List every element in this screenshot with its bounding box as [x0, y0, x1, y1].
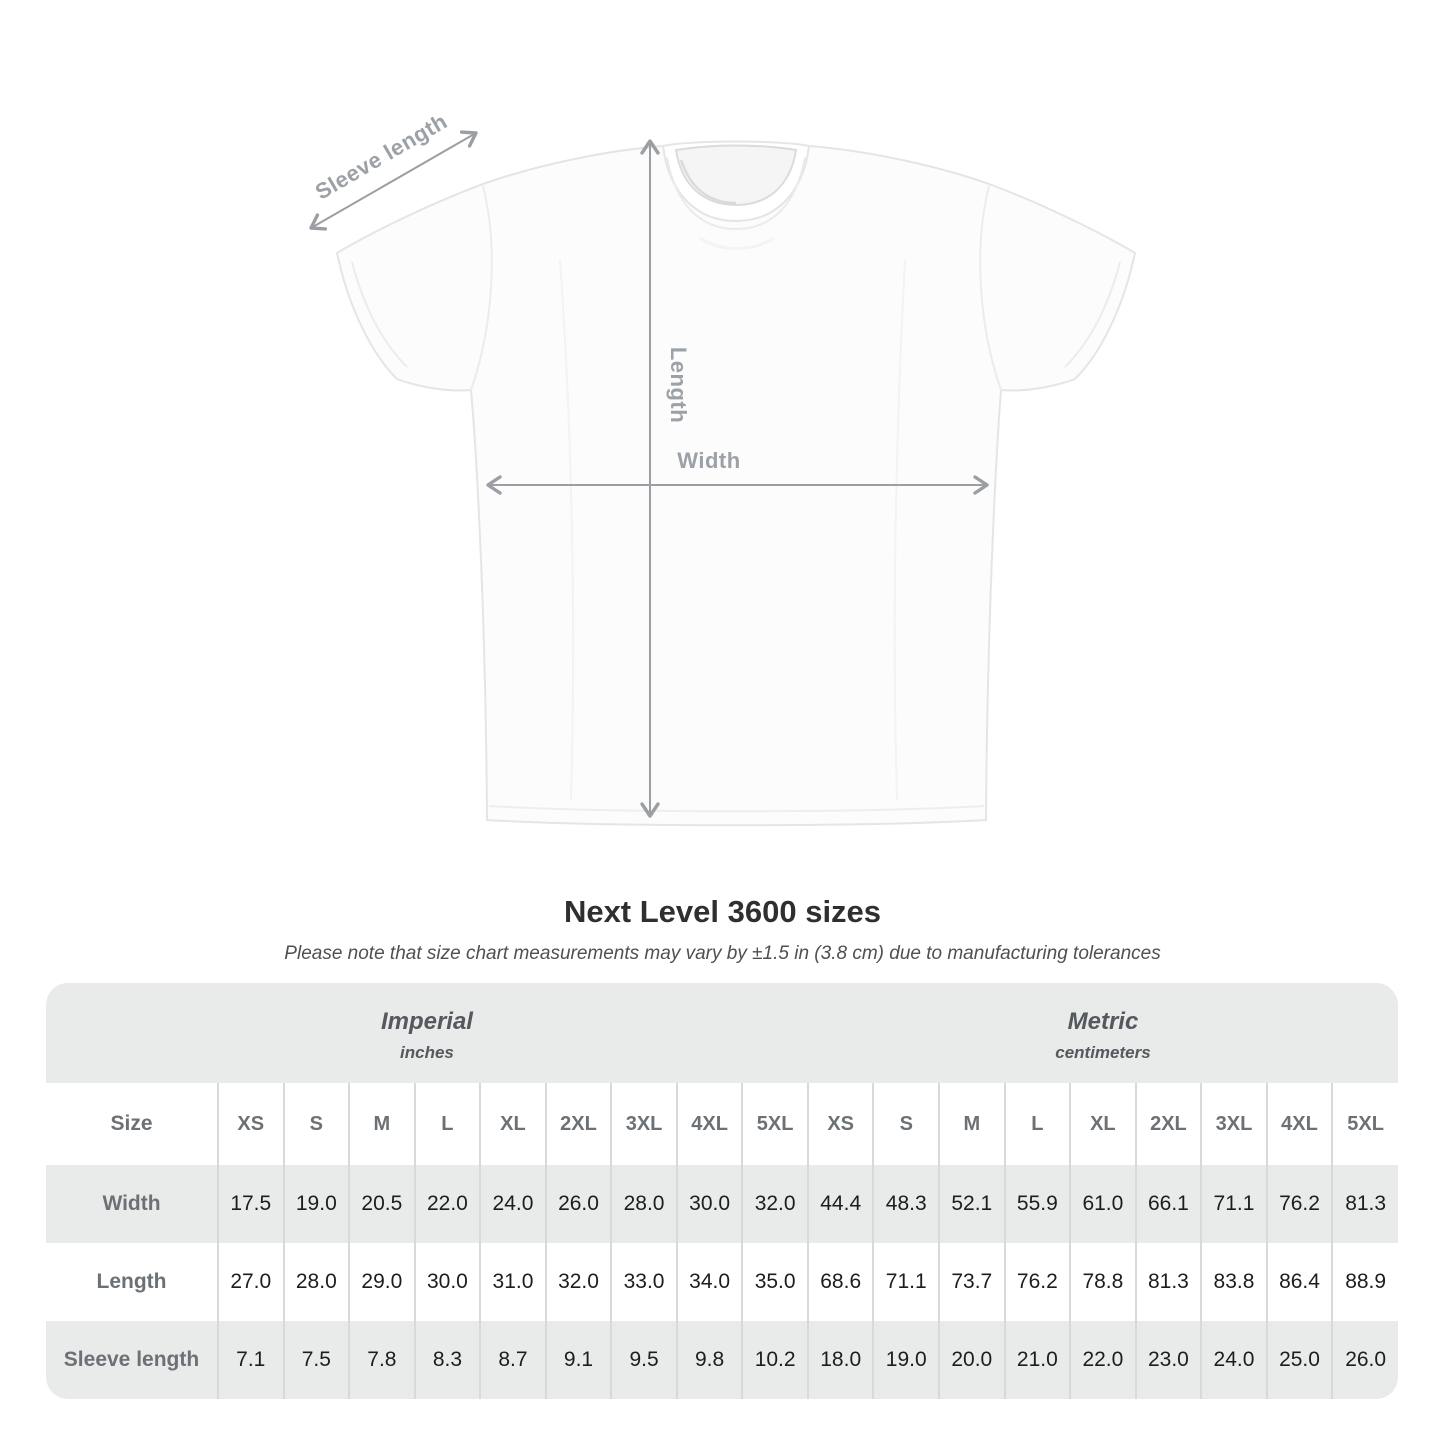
value-cell: 71.1	[1201, 1165, 1267, 1243]
unit-group-unit: inches	[400, 1042, 454, 1062]
value-cell: 26.0	[546, 1165, 612, 1243]
value-cell: 48.3	[873, 1165, 939, 1243]
value-cell: 24.0	[480, 1165, 546, 1243]
value-cell: 33.0	[611, 1243, 677, 1321]
size-column-header: 2XL	[1136, 1083, 1202, 1165]
size-column-header: XS	[218, 1083, 284, 1165]
value-cell: 86.4	[1267, 1243, 1333, 1321]
size-column-header: L	[1005, 1083, 1071, 1165]
value-cell: 23.0	[1136, 1321, 1202, 1399]
size-column-header: 3XL	[611, 1083, 677, 1165]
unit-group-header-row	[46, 983, 1398, 1083]
size-column-header: 2XL	[546, 1083, 612, 1165]
size-column-header: 4XL	[1267, 1083, 1333, 1165]
value-cell: 22.0	[415, 1165, 481, 1243]
value-cell: 81.3	[1136, 1243, 1202, 1321]
value-cell: 9.1	[546, 1321, 612, 1399]
value-cell: 20.0	[939, 1321, 1005, 1399]
value-cell: 68.6	[808, 1243, 874, 1321]
value-cell: 34.0	[677, 1243, 743, 1321]
value-cell: 76.2	[1267, 1165, 1333, 1243]
value-cell: 17.5	[218, 1165, 284, 1243]
value-cell: 7.1	[218, 1321, 284, 1399]
size-column-header: S	[284, 1083, 350, 1165]
value-cell: 66.1	[1136, 1165, 1202, 1243]
size-column-header: M	[939, 1083, 1005, 1165]
row-label: Length	[96, 1270, 167, 1293]
value-cell: 7.5	[284, 1321, 350, 1399]
value-cell: 73.7	[939, 1243, 1005, 1321]
row-label: Sleeve length	[63, 1348, 200, 1371]
size-corner-header: Size	[46, 1083, 218, 1165]
page-title: Next Level 3600 sizes	[563, 894, 882, 929]
unit-group-unit: centimeters	[1055, 1042, 1151, 1062]
unit-group-header	[808, 983, 1398, 1083]
size-column-header: XS	[808, 1083, 874, 1165]
tolerance-note: Please note that size chart measurements may vary by ±1.5 in (3.8 cm) due to manufacturing tolerances	[284, 943, 1161, 964]
value-cell: 61.0	[1070, 1165, 1136, 1243]
size-header-row	[46, 1083, 1398, 1165]
unit-group-label: Metric	[1067, 1007, 1139, 1035]
value-cell: 8.3	[415, 1321, 481, 1399]
size-column-header: 5XL	[742, 1083, 808, 1165]
value-cell: 9.8	[677, 1321, 743, 1399]
tshirt-graphic	[337, 142, 1135, 826]
value-cell: 19.0	[284, 1165, 350, 1243]
row-label: Width	[102, 1192, 161, 1215]
size-chart-table-wrap	[46, 983, 1398, 1399]
value-cell: 19.0	[873, 1321, 939, 1399]
size-column-header: L	[415, 1083, 481, 1165]
value-cell: 30.0	[415, 1243, 481, 1321]
value-cell: 44.4	[808, 1165, 874, 1243]
value-cell: 55.9	[1005, 1165, 1071, 1243]
size-column-header: S	[873, 1083, 939, 1165]
value-cell: 20.5	[349, 1165, 415, 1243]
table-row	[46, 1243, 1398, 1321]
value-cell: 32.0	[742, 1165, 808, 1243]
value-cell: 81.3	[1332, 1165, 1398, 1243]
table-body	[46, 1165, 1398, 1399]
value-cell: 26.0	[1332, 1321, 1398, 1399]
unit-group-label: Imperial	[380, 1007, 473, 1035]
value-cell: 18.0	[808, 1321, 874, 1399]
value-cell: 83.8	[1201, 1243, 1267, 1321]
value-cell: 78.8	[1070, 1243, 1136, 1321]
value-cell: 71.1	[873, 1243, 939, 1321]
value-cell: 8.7	[480, 1321, 546, 1399]
table-row	[46, 1165, 1398, 1243]
size-column-header: 5XL	[1332, 1083, 1398, 1165]
width-arrow-label: Width	[677, 448, 741, 473]
value-cell: 7.8	[349, 1321, 415, 1399]
value-cell: 9.5	[611, 1321, 677, 1399]
size-chart-table	[46, 983, 1398, 1399]
size-column-header: M	[349, 1083, 415, 1165]
unit-group-header	[46, 983, 808, 1083]
value-cell: 32.0	[546, 1243, 612, 1321]
size-column-header: 4XL	[677, 1083, 743, 1165]
value-cell: 30.0	[677, 1165, 743, 1243]
value-cell: 35.0	[742, 1243, 808, 1321]
value-cell: 28.0	[611, 1165, 677, 1243]
table-head	[46, 983, 1398, 1165]
value-cell: 76.2	[1005, 1243, 1071, 1321]
collar-band	[676, 146, 796, 206]
value-cell: 28.0	[284, 1243, 350, 1321]
value-cell: 21.0	[1005, 1321, 1071, 1399]
sleeve-length-arrow-label: Sleeve length	[310, 108, 452, 205]
table-row	[46, 1321, 1398, 1399]
size-column-header: 3XL	[1201, 1083, 1267, 1165]
value-cell: 29.0	[349, 1243, 415, 1321]
value-cell: 88.9	[1332, 1243, 1398, 1321]
value-cell: 24.0	[1201, 1321, 1267, 1399]
length-arrow-label: Length	[666, 346, 691, 424]
size-column-header: XL	[480, 1083, 546, 1165]
value-cell: 22.0	[1070, 1321, 1136, 1399]
value-cell: 10.2	[742, 1321, 808, 1399]
size-column-header: XL	[1070, 1083, 1136, 1165]
value-cell: 31.0	[480, 1243, 546, 1321]
value-cell: 25.0	[1267, 1321, 1333, 1399]
value-cell: 27.0	[218, 1243, 284, 1321]
value-cell: 52.1	[939, 1165, 1005, 1243]
